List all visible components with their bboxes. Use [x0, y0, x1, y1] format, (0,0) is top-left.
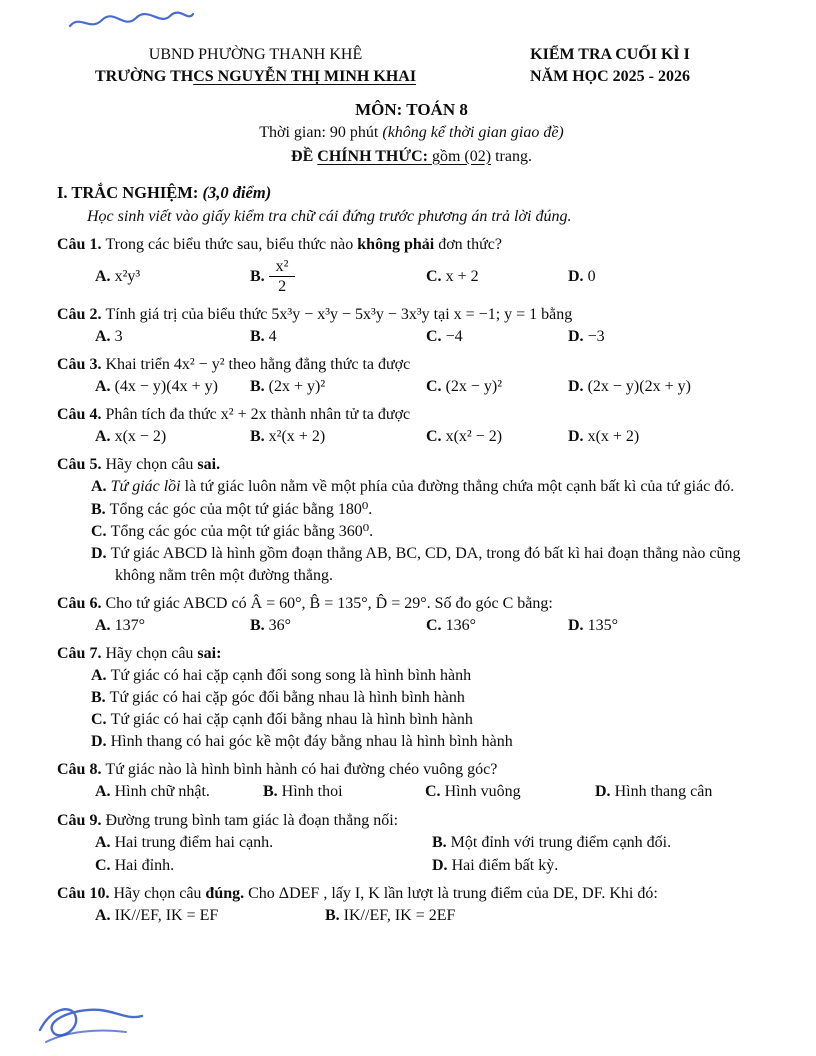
option-label: B. [325, 906, 344, 924]
text-run: Hai đỉnh. [114, 856, 175, 874]
section1-instruction: Học sinh viết vào giấy kiểm tra chữ cái đứng trước phương án trả lời đúng. [87, 207, 572, 225]
question-label: Câu 4. [57, 406, 106, 424]
text-run: Hãy chọn câu [105, 456, 198, 474]
options [57, 832, 766, 877]
question-text [57, 810, 766, 832]
options [57, 905, 766, 927]
question-5-option-a [57, 476, 766, 498]
option-label: C. [426, 428, 446, 446]
text-run: x(x + 2) [587, 428, 640, 446]
issuer-block [57, 44, 454, 88]
option-label: C. [426, 616, 446, 634]
text-run: Hình thoi [281, 783, 343, 801]
question-2-option-a [95, 326, 250, 348]
school-name-prefix: TRƯỜNG TH [94, 68, 194, 86]
text-run: Tính giá trị của biểu thức 5x³y − x³y − 5x³y − 3x³y tại x = −1; y = 1 bằng [105, 305, 573, 323]
option-label: A. [95, 428, 115, 446]
question-label: Câu 3. [57, 356, 106, 374]
question-text [57, 404, 766, 426]
option-label: D. [568, 327, 588, 345]
exam-type-tail: trang. [491, 147, 532, 165]
question-4-option-a [95, 426, 250, 448]
text-run: (2x − y)² [445, 378, 503, 396]
text-run: (2x + y)² [268, 378, 326, 396]
question-5-option-d [57, 543, 766, 587]
text-run: Tứ giác lồi [110, 478, 181, 496]
text-run: không phải [357, 235, 435, 253]
option-label: D. [568, 267, 588, 285]
subject-title: MÔN: TOÁN 8 [355, 100, 468, 120]
text-run: đúng. [205, 884, 245, 902]
option-label: C. [426, 267, 446, 285]
question-9-option-a [95, 832, 432, 854]
question-10-option-b [325, 905, 766, 927]
text-run: sai. [197, 456, 221, 474]
text-run: x + 2 [445, 267, 479, 285]
question-5-option-c [57, 521, 766, 543]
option-label: A. [95, 616, 115, 634]
question-1-option-b [250, 256, 426, 298]
option-label: C. [425, 783, 445, 801]
text-run: Khai triển 4x² − y² theo hằng đẳng thức ta được [105, 356, 411, 374]
fraction [269, 258, 296, 296]
text-run: là tứ giác luôn nằm về một phía của đường thẳng chứa một cạnh bất kì của tứ giác đó. [180, 478, 735, 496]
pen-stroke [40, 1009, 142, 1035]
question-10-option-a [95, 905, 325, 927]
text-run: 36° [268, 616, 292, 634]
option-label: D. [568, 378, 588, 396]
question-7-option-c [57, 709, 766, 731]
document-header [57, 44, 766, 88]
question-label: Câu 1. [57, 235, 106, 253]
option-label: A. [95, 906, 115, 924]
text-run: Hai điểm bất kỳ. [451, 856, 559, 874]
text-run: Tứ giác có hai cặp cạnh đối bằng nhau là hình bình hành [110, 711, 473, 729]
question-8-option-a [95, 781, 263, 803]
question-text [57, 759, 766, 781]
question-10 [57, 883, 766, 927]
option-label: D. [568, 616, 588, 634]
question-label: Câu 6. [57, 594, 106, 612]
question-4 [57, 404, 766, 448]
text-run: Trong các biểu thức sau, biểu thức nào [105, 235, 358, 253]
option-label: B. [250, 327, 269, 345]
question-1-option-c [426, 266, 568, 288]
text-run: −3 [587, 327, 605, 345]
option-label: A. [95, 833, 115, 851]
question-7 [57, 643, 766, 753]
question-3-option-c [426, 376, 568, 398]
school-name [57, 66, 454, 88]
question-3-option-d [568, 376, 766, 398]
text-run: IK//EF, IK = EF [114, 906, 219, 924]
text-run: 0 [587, 267, 596, 285]
text-run: Hình vuông [444, 783, 521, 801]
issuer-line: UBND PHƯỜNG THANH KHÊ [148, 46, 363, 63]
question-text [57, 304, 766, 326]
question-4-option-c [426, 426, 568, 448]
text-run: (2x − y)(2x + y) [587, 378, 691, 396]
text-run: Một đỉnh với trung điểm cạnh đối. [450, 833, 672, 851]
question-text [57, 234, 766, 256]
section1-title [57, 182, 766, 205]
question-text [57, 593, 766, 615]
question-1 [57, 234, 766, 298]
question-5 [57, 454, 766, 586]
options [57, 665, 766, 753]
text-run: Hai trung điểm hai cạnh. [114, 833, 274, 851]
text-run: Tứ giác ABCD là hình gồm đoạn thẳng AB, BC, CD, DA, trong đó bất kì hai đoạn thẳng nào cũng không nằm trên một đường thẳng. [110, 544, 741, 584]
option-label: B. [250, 616, 269, 634]
text-run: Tứ giác nào là hình bình hành có hai đường chéo vuông góc? [105, 761, 498, 779]
question-2-option-b [250, 326, 426, 348]
option-label: A. [95, 378, 115, 396]
text-run: −4 [445, 327, 463, 345]
question-8-option-b [263, 781, 425, 803]
options [57, 615, 766, 637]
option-label: C. [426, 327, 446, 345]
option-label: B. [250, 378, 269, 396]
text-run: Cho tứ giác ABCD có Â = 60°, B̂ = 135°, D̂ = 29°. Số đo góc C bằng: [105, 594, 553, 612]
options [57, 376, 766, 398]
option-label: C. [95, 856, 115, 874]
school-year: NĂM HỌC 2025 - 2026 [530, 68, 690, 86]
options [57, 476, 766, 586]
section1-label: I. TRẮC NGHIỆM: [57, 182, 203, 202]
question-7-option-d [57, 731, 766, 753]
text-run: x(x − 2) [114, 428, 167, 446]
question-1-option-d [568, 266, 766, 288]
option-label: C. [426, 378, 446, 396]
question-8 [57, 759, 766, 803]
exam-type-de: ĐỀ [291, 147, 318, 165]
fraction-numerator: x² [269, 258, 296, 278]
question-6-option-d [568, 615, 766, 637]
option-label: B. [263, 783, 282, 801]
option-label: C. [91, 711, 111, 729]
question-1-option-a [95, 266, 250, 288]
text-run: x(x² − 2) [445, 428, 503, 446]
option-label: A. [91, 478, 111, 496]
question-7-option-b [57, 687, 766, 709]
option-label: B. [250, 267, 269, 285]
time-note: (không kể thời gian giao đề) [382, 123, 564, 141]
question-3-option-a [95, 376, 250, 398]
pen-stroke [70, 13, 193, 26]
question-9 [57, 810, 766, 877]
question-5-option-b [57, 499, 766, 521]
exam-type-line [57, 146, 766, 168]
time-line [57, 122, 766, 144]
question-text [57, 883, 766, 905]
question-3 [57, 354, 766, 398]
option-label: D. [91, 733, 111, 751]
text-run: Hãy chọn câu [113, 884, 206, 902]
section1-points: (3,0 điểm) [202, 182, 272, 202]
option-label: B. [432, 833, 451, 851]
exam-type-bold: CHÍNH THỨC: [317, 147, 428, 165]
question-label: Câu 7. [57, 644, 106, 662]
question-8-option-c [425, 781, 595, 803]
question-2-option-c [426, 326, 568, 348]
question-text [57, 354, 766, 376]
question-9-option-b [432, 832, 766, 854]
question-3-option-b [250, 376, 426, 398]
option-label: A. [95, 327, 115, 345]
option-label: D. [595, 783, 615, 801]
question-label: Câu 9. [57, 811, 106, 829]
text-run: Tứ giác có hai cặp cạnh đối song song là hình bình hành [110, 667, 472, 685]
question-label: Câu 10. [57, 884, 114, 902]
time-text: Thời gian: 90 phút [259, 123, 383, 141]
question-4-option-b [250, 426, 426, 448]
question-8-option-d [595, 781, 766, 803]
text-run: x²y³ [114, 267, 141, 285]
text-run: Hãy chọn câu [105, 644, 198, 662]
option-label: B. [250, 428, 269, 446]
text-run: Cho ΔDEF , lấy I, K lần lượt là trung điểm của DE, DF. Khi đó: [244, 884, 658, 902]
text-run: 4 [268, 327, 277, 345]
text-run: 137° [114, 616, 145, 634]
question-2 [57, 304, 766, 348]
option-label: D. [432, 856, 452, 874]
options [57, 426, 766, 448]
text-run: 3 [114, 327, 123, 345]
options [57, 326, 766, 348]
text-run: Hình thang có hai góc kề một đáy bằng nhau là hình bình hành [110, 733, 513, 751]
text-run: (4x − y)(4x + y) [114, 378, 218, 396]
text-run: đơn thức? [434, 235, 502, 253]
pen-stroke [46, 1030, 126, 1042]
exam-title-block [454, 44, 766, 88]
text-run: Hình chữ nhật. [114, 783, 210, 801]
text-run: IK//EF, IK = 2EF [343, 906, 456, 924]
exam-type-pages: gồm (02) [427, 147, 492, 165]
questions [57, 234, 766, 927]
question-7-option-a [57, 665, 766, 687]
options [57, 256, 766, 298]
question-6-option-c [426, 615, 568, 637]
option-label: C. [91, 522, 111, 540]
question-6-option-a [95, 615, 250, 637]
option-label: A. [91, 667, 111, 685]
option-label: D. [91, 544, 111, 562]
question-label: Câu 5. [57, 456, 106, 474]
question-text [57, 454, 766, 476]
text-run: Hình thang cân [614, 783, 713, 801]
question-label: Câu 8. [57, 761, 106, 779]
option-label: B. [91, 689, 110, 707]
option-label: A. [95, 783, 115, 801]
text-run: x²(x + 2) [268, 428, 326, 446]
pen-scribble-top-icon [66, 6, 196, 36]
options [57, 781, 766, 803]
text-run: Tổng các góc của một tứ giác bằng 360⁰. [110, 522, 374, 540]
question-4-option-d [568, 426, 766, 448]
question-6-option-b [250, 615, 426, 637]
text-run: sai: [197, 644, 222, 662]
text-run: Tứ giác có hai cặp góc đối bằng nhau là hình bình hành [109, 689, 465, 707]
pen-scribble-bottom-icon [30, 996, 150, 1050]
text-run: 136° [445, 616, 476, 634]
text-run: Phân tích đa thức x² + 2x thành nhân tử ta được [105, 406, 411, 424]
option-label: D. [568, 428, 588, 446]
school-name-underlined: CS NGUYỄN THỊ MINH KHAI [193, 68, 417, 86]
question-label: Câu 2. [57, 305, 106, 323]
text-run: 135° [587, 616, 618, 634]
text-run: Đường trung bình tam giác là đoạn thẳng nối: [105, 811, 399, 829]
option-label: B. [91, 500, 110, 518]
option-label: A. [95, 267, 115, 285]
question-6 [57, 593, 766, 637]
question-text [57, 643, 766, 665]
fraction-denominator: 2 [278, 278, 287, 296]
question-9-option-d [432, 855, 766, 877]
question-9-option-c [95, 855, 432, 877]
text-run: Tổng các góc của một tứ giác bằng 180⁰. [109, 500, 373, 518]
question-2-option-d [568, 326, 766, 348]
exam-title: KIỂM TRA CUỐI KÌ I [530, 46, 690, 63]
